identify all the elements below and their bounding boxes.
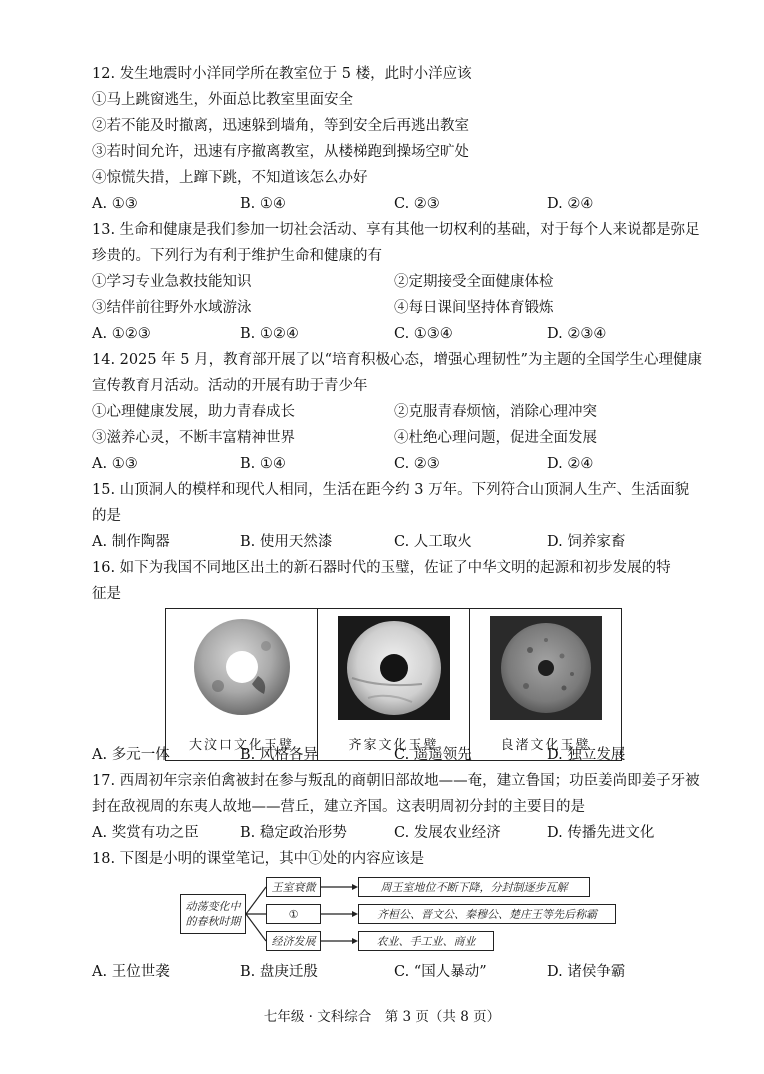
q12-option-b[interactable]: B. ①④ — [240, 196, 286, 212]
q18-stem: 18. 下图是小明的课堂笔记，其中①处的内容应该是 — [92, 851, 425, 867]
q18-option-a[interactable]: A. 王位世袭 — [92, 964, 170, 980]
jade-disc-dawenkou — [166, 609, 318, 760]
q12-option-c[interactable]: C. ②③ — [394, 196, 440, 212]
q15-stem-1: 15. 山顶洞人的模样和现代人相同，生活在距今约 3 万年。下列符合山顶洞人生产、生活面貌 — [92, 482, 690, 498]
q13-option-b[interactable]: B. ①②④ — [240, 326, 299, 342]
q16-option-a[interactable]: A. 多元一体 — [92, 747, 170, 763]
q14-stem-2: 宣传教育月活动。活动的开展有助于青少年 — [92, 378, 368, 394]
notes-branch-3: 经济发展 — [266, 931, 321, 951]
jade-disc-image — [188, 616, 296, 718]
q13-item-4: ④每日课间坚持体育锻炼 — [394, 300, 554, 316]
notes-detail-3: 农业、手工业、商业 — [358, 931, 494, 951]
q12-option-d[interactable]: D. ②④ — [547, 196, 594, 212]
q12-item-3: ③若时间允许，迅速有序撤离教室，从楼梯跑到操场空旷处 — [92, 144, 469, 160]
page-footer: 七年级 · 文科综合 第 3 页（共 8 页） — [263, 1009, 501, 1025]
caption-dawenkou: 大汶口文化玉璧 — [188, 738, 294, 753]
notes-detail-1: 周王室地位不断下降，分封制逐步瓦解 — [358, 877, 590, 897]
q18-option-b[interactable]: B. 盘庚迁殷 — [240, 964, 318, 980]
q13-item-1: ①学习专业急救技能知识 — [92, 274, 252, 290]
q13-item-3: ③结伴前往野外水域游泳 — [92, 300, 252, 316]
q13-item-2: ②定期接受全面健康体检 — [394, 274, 554, 290]
caption-qijia: 齐家文化玉璧 — [348, 738, 439, 753]
notes-branch-1: 王室衰微 — [266, 877, 321, 897]
q14-option-d[interactable]: D. ②④ — [547, 456, 594, 472]
q17-stem-1: 17. 西周初年宗亲伯禽被封在参与叛乱的商朝旧部故地——奄，建立鲁国；功臣姜尚即姜子牙被 — [92, 773, 700, 789]
q13-stem-2: 珍贵的。下列行为有利于维护生命和健康的有 — [92, 248, 382, 264]
jade-disc-image — [490, 616, 602, 720]
q18-option-d[interactable]: D. 诸侯争霸 — [547, 964, 626, 980]
q14-option-a[interactable]: A. ①③ — [92, 456, 138, 472]
q16-option-d[interactable]: D. 独立发展 — [547, 747, 626, 763]
q12-item-4: ④惊慌失措，上蹿下跳，不知道该怎么办好 — [92, 170, 368, 186]
q15-option-c[interactable]: C. 人工取火 — [394, 534, 472, 550]
q16-stem-1: 16. 如下为我国不同地区出土的新石器时代的玉璧，佐证了中华文明的起源和初步发展的特 — [92, 560, 671, 576]
q12-item-1: ①马上跳窗逃生，外面总比教室里面安全 — [92, 92, 353, 108]
q14-option-c[interactable]: C. ②③ — [394, 456, 440, 472]
q18-option-c[interactable]: C. “国人暴动” — [394, 964, 487, 980]
q16-option-b[interactable]: B. 风格各异 — [240, 747, 318, 763]
caption-liangzhu: 良渚文化玉璧 — [500, 738, 591, 753]
q16-stem-2: 征是 — [92, 586, 121, 602]
q17-stem-2: 封在敌视周的东夷人故地——营丘，建立齐国。这表明周初分封的主要目的是 — [92, 799, 585, 815]
notes-root: 动荡变化中的春秋时期 — [180, 894, 246, 934]
q14-item-3: ③滋养心灵，不断丰富精神世界 — [92, 430, 295, 446]
q16-option-c[interactable]: C. 遥遥领先 — [394, 747, 472, 763]
q14-option-b[interactable]: B. ①④ — [240, 456, 286, 472]
q15-option-b[interactable]: B. 使用天然漆 — [240, 534, 333, 550]
jade-disc-qijia — [318, 609, 470, 760]
q17-option-c[interactable]: C. 发展农业经济 — [394, 825, 501, 841]
q15-option-a[interactable]: A. 制作陶器 — [92, 534, 170, 550]
q14-item-4: ④杜绝心理问题，促进全面发展 — [394, 430, 597, 446]
q12-option-a[interactable]: A. ①③ — [92, 196, 138, 212]
notes-detail-2: 齐桓公、晋文公、秦穆公、楚庄王等先后称霸 — [358, 904, 616, 924]
q17-option-a[interactable]: A. 奖赏有功之臣 — [92, 825, 199, 841]
jade-disc-liangzhu — [470, 609, 621, 760]
q13-stem-1: 13. 生命和健康是我们参加一切社会活动、享有其他一切权利的基础，对于每个人来说都是弥足 — [92, 222, 700, 238]
class-notes-diagram — [180, 874, 620, 958]
q14-item-1: ①心理健康发展，助力青春成长 — [92, 404, 295, 420]
jade-disc-figure — [165, 608, 622, 761]
q17-option-b[interactable]: B. 稳定政治形势 — [240, 825, 347, 841]
q12-stem: 12. 发生地震时小洋同学所在教室位于 5 楼，此时小洋应该 — [92, 66, 472, 82]
q14-stem-1: 14. 2025 年 5 月，教育部开展了以“培育积极心态，增强心理韧性”为主题的全国学生心理健康 — [92, 352, 702, 368]
q15-option-d[interactable]: D. 饲养家畜 — [547, 534, 626, 550]
q17-option-d[interactable]: D. 传播先进文化 — [547, 825, 655, 841]
q12-item-2: ②若不能及时撤离，迅速躲到墙角，等到安全后再逃出教室 — [92, 118, 469, 134]
q13-option-d[interactable]: D. ②③④ — [547, 326, 607, 342]
q13-option-a[interactable]: A. ①②③ — [92, 326, 151, 342]
jade-disc-image — [338, 616, 450, 720]
q15-stem-2: 的是 — [92, 508, 121, 524]
q14-item-2: ②克服青春烦恼，消除心理冲突 — [394, 404, 597, 420]
notes-branch-2-blank: ① — [266, 904, 321, 924]
q13-option-c[interactable]: C. ①③④ — [394, 326, 453, 342]
